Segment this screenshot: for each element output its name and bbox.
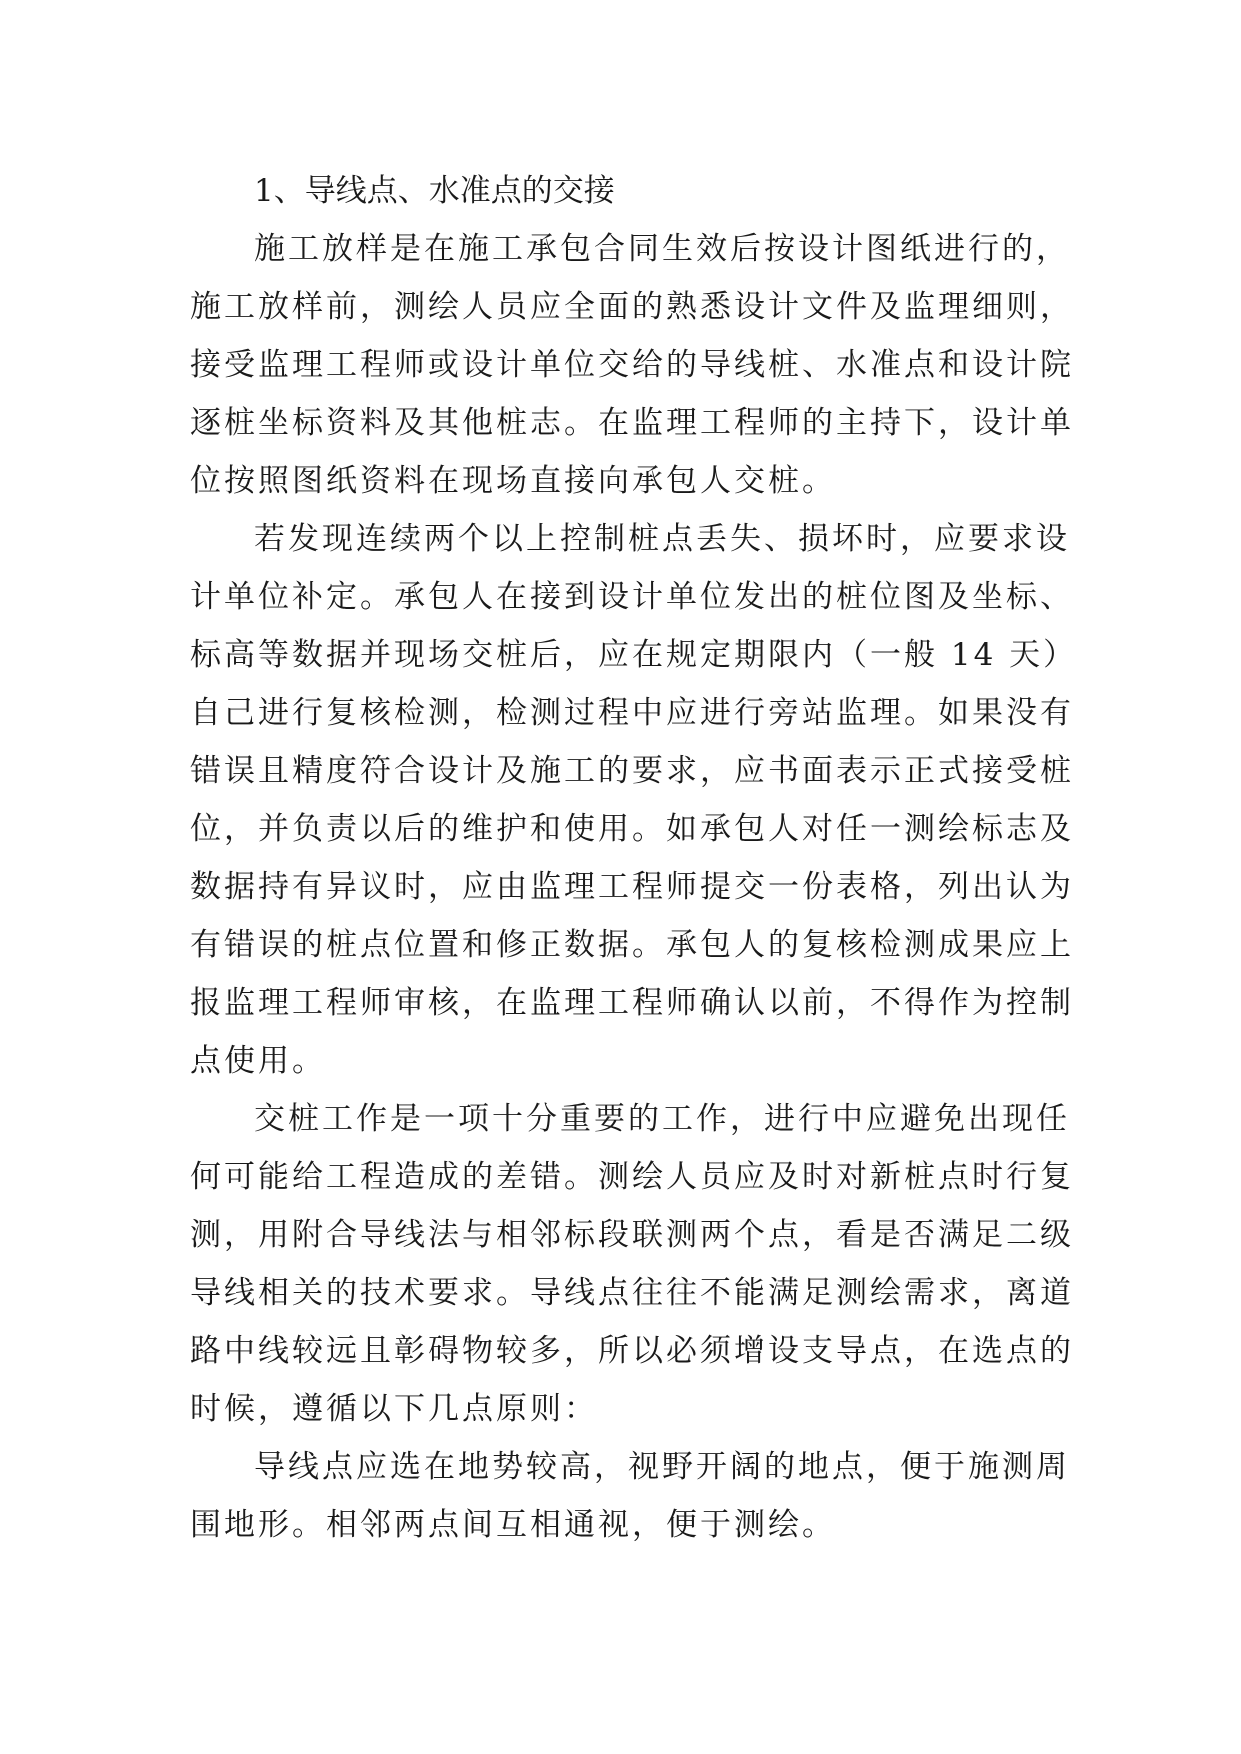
paragraph-line: 测，用附合导线法与相邻标段联测两个点，看是否满足二级 xyxy=(190,1217,1074,1253)
paragraph-line: 报监理工程师审核，在监理工程师确认以前，不得作为控制 xyxy=(190,985,1074,1021)
paragraph-1 xyxy=(190,220,1074,510)
paragraph-line: 点使用。 xyxy=(190,1043,326,1079)
paragraph-line: 何可能给工程造成的差错。测绘人员应及时对新桩点时行复 xyxy=(190,1159,1074,1195)
paragraph-line: 计单位补定。承包人在接到设计单位发出的桩位图及坐标、 xyxy=(190,579,1074,615)
paragraph-line: 逐桩坐标资料及其他桩志。在监理工程师的主持下，设计单 xyxy=(190,405,1074,441)
paragraph-line: 错误且精度符合设计及施工的要求，应书面表示正式接受桩 xyxy=(190,753,1074,789)
paragraph-line: 导线点应选在地势较高，视野开阔的地点，便于施测周 xyxy=(254,1449,1070,1485)
paragraph-line: 时候，遵循以下几点原则： xyxy=(190,1391,598,1427)
paragraph-line: 施工放样前，测绘人员应全面的熟悉设计文件及监理细则， xyxy=(190,289,1074,325)
paragraph-line: 自己进行复核检测，检测过程中应进行旁站监理。如果没有 xyxy=(190,695,1074,731)
paragraph-2 xyxy=(190,510,1078,1090)
paragraph-line: 围地形。相邻两点间互相通视，便于测绘。 xyxy=(190,1507,836,1543)
document-body xyxy=(190,162,1078,1554)
paragraph-line: 标高等数据并现场交桩后，应在规定期限内（一般 14 天） xyxy=(190,637,1078,673)
paragraph-line: 路中线较远且彰碍物较多，所以必须增设支导点，在选点的 xyxy=(190,1333,1074,1369)
paragraph-line: 有错误的桩点位置和修正数据。承包人的复核检测成果应上 xyxy=(190,927,1074,963)
paragraph-line: 交桩工作是一项十分重要的工作，进行中应避免出现任 xyxy=(254,1101,1070,1137)
paragraph-3 xyxy=(190,1090,1074,1438)
paragraph-line: 导线相关的技术要求。导线点往往不能满足测绘需求，离道 xyxy=(190,1275,1074,1311)
paragraph-line: 位按照图纸资料在现场直接向承包人交桩。 xyxy=(190,463,836,499)
paragraph-line: 数据持有异议时，应由监理工程师提交一份表格，列出认为 xyxy=(190,869,1074,905)
paragraph-line: 接受监理工程师或设计单位交给的导线桩、水准点和设计院 xyxy=(190,347,1074,383)
paragraph-line: 若发现连续两个以上控制桩点丢失、损坏时，应要求设 xyxy=(254,521,1070,557)
paragraph-line: 施工放样是在施工承包合同生效后按设计图纸进行的， xyxy=(254,231,1070,267)
paragraph-4 xyxy=(190,1438,1070,1554)
section-heading: 1、导线点、水准点的交接 xyxy=(254,173,615,209)
paragraph-line: 位，并负责以后的维护和使用。如承包人对任一测绘标志及 xyxy=(190,811,1074,847)
